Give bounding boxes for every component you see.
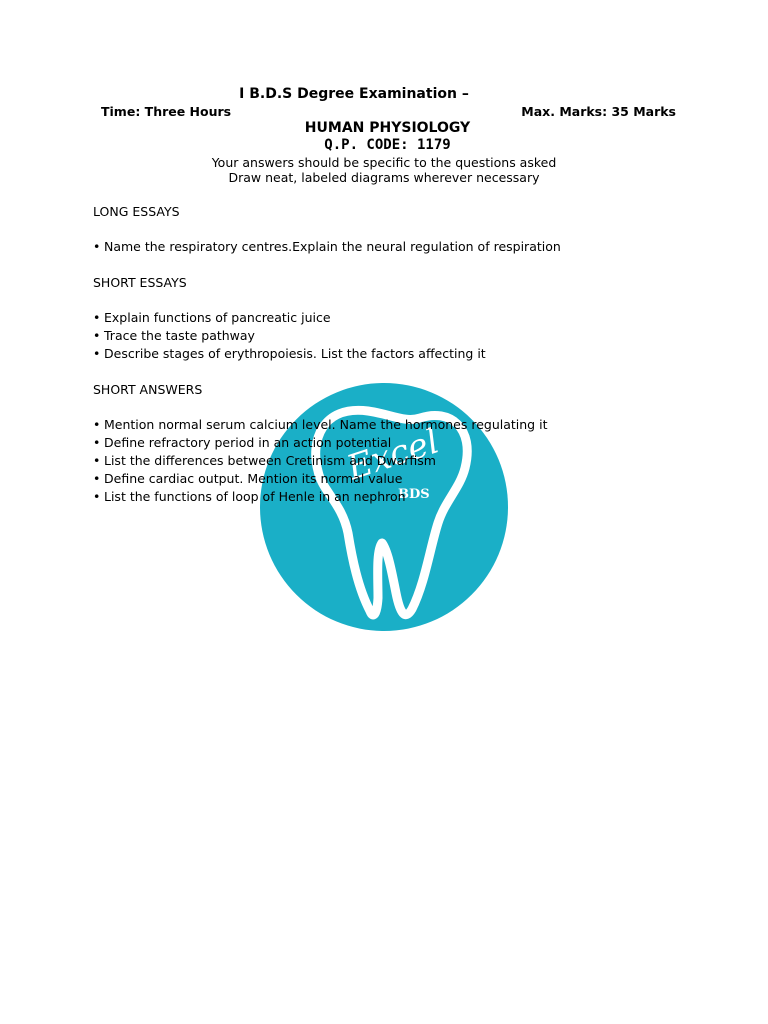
question-text: Define cardiac output. Mention its normal value bbox=[104, 471, 403, 486]
question-text: Mention normal serum calcium level. Name the hormones regulating it bbox=[104, 417, 548, 432]
exam-title: I B.D.S Degree Examination – bbox=[239, 86, 469, 102]
bullet: • bbox=[93, 435, 101, 450]
question-item bbox=[93, 452, 547, 470]
question-item bbox=[93, 238, 561, 256]
bullet: • bbox=[93, 346, 101, 361]
question-text: Explain functions of pancreatic juice bbox=[104, 310, 331, 325]
bullet: • bbox=[93, 417, 101, 432]
bullet: • bbox=[93, 471, 101, 486]
question-item bbox=[93, 309, 486, 327]
exam-duration: Time: Three Hours bbox=[101, 104, 232, 119]
instruction-specific: Your answers should be specific to the questions asked bbox=[211, 155, 557, 170]
question-item bbox=[93, 327, 486, 345]
question-item bbox=[93, 470, 547, 488]
bullet: • bbox=[93, 239, 101, 254]
question-text: Name the respiratory centres.Explain the neural regulation of respiration bbox=[104, 239, 561, 254]
qp-code: Q.P. CODE: 1179 bbox=[324, 137, 451, 153]
section-heading-short-essays: SHORT ESSAYS bbox=[93, 275, 187, 290]
exam-max-marks: Max. Marks: 35 Marks bbox=[521, 104, 676, 119]
question-text: Trace the taste pathway bbox=[104, 328, 255, 343]
bullet: • bbox=[93, 453, 101, 468]
question-item bbox=[93, 434, 547, 452]
question-item bbox=[93, 416, 547, 434]
question-text: List the differences between Cretinism and Dwarfism bbox=[104, 453, 436, 468]
question-text: Describe stages of erythropoiesis. List the factors affecting it bbox=[104, 346, 486, 361]
section-heading-short-answers: SHORT ANSWERS bbox=[93, 382, 203, 397]
bullet: • bbox=[93, 310, 101, 325]
short-essays-list bbox=[93, 309, 486, 363]
subject-title: HUMAN PHYSIOLOGY bbox=[304, 120, 471, 136]
question-text: List the functions of loop of Henle in an nephron bbox=[104, 489, 406, 504]
section-heading-long-essays: LONG ESSAYS bbox=[93, 204, 180, 219]
question-item bbox=[93, 488, 547, 506]
watermark-sub: BDS bbox=[398, 487, 430, 502]
short-answers-list bbox=[93, 416, 547, 506]
bullet: • bbox=[93, 328, 101, 343]
long-essays-list bbox=[93, 238, 561, 256]
watermark-word: Excel bbox=[342, 421, 444, 489]
bullet: • bbox=[93, 489, 101, 504]
question-item bbox=[93, 345, 486, 363]
question-text: Define refractory period in an action potential bbox=[104, 435, 392, 450]
instruction-diagrams: Draw neat, labeled diagrams wherever necessary bbox=[228, 170, 540, 185]
